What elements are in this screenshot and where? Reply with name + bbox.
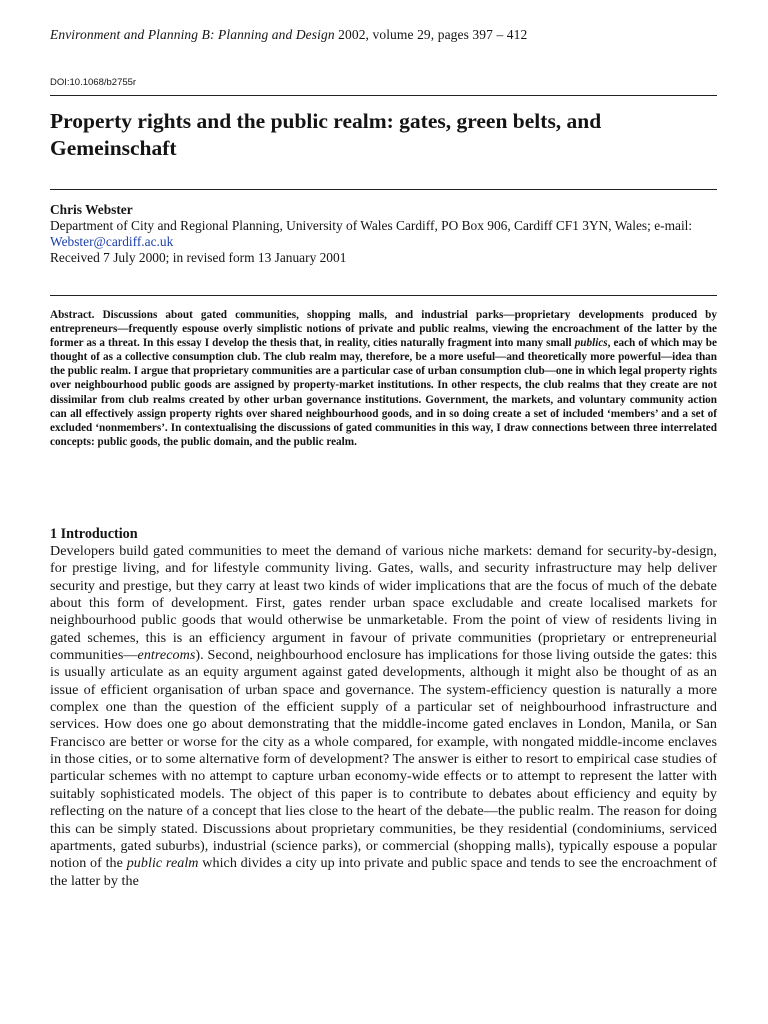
abstract: [50, 308, 717, 449]
header-divider: [50, 95, 717, 96]
article-title: Property rights and the public realm: gates, green belts, and Gemeinschaft: [50, 109, 602, 160]
introduction-paragraph: [50, 543, 717, 890]
author-name: Chris Webster: [50, 202, 133, 217]
journal-citation: [50, 27, 717, 43]
abstract-text-1: Discussions about gated communities, shopping malls, and industrial parks—proprietary developments produced by entrepreneurs—frequently espouse overly simplistic notions of private and public realms, viewing the encroachment of the latter by the former as a threat. In this essay I develop the thesis that, in reality, cities naturally fragment into many small: [50, 309, 717, 350]
intro-text-2: ). Second, neighbourhood enclosure has implications for those living outside the gates: this is usually articulate as an equity argument against gated developments, although it might also be thought of as an issue of efficient organisation of urban space and governance. The system-efficiency question is naturally a more complex one than the question of the efficient supply of a particular set of neighbourhood infrastructure and services. How does one go about demonstrating that the middle-income gated enclaves in London, Manila, or San Francisco are better or worse for the city as a whole compared, for example, with nongated middle-income enclaves in those cities, or to some alternative form of development? The answer is either to resort to empirical case studies of particular schemes with no attempt to capture urban economy-wide effects or to attempt to represent the latter with suitably sophisticated models. The object of this paper is to contribute to debates about efficiency and equity by reflecting on the nature of a concept that lies close to the heart of the debate—the public realm. The reason for doing this can be simply stated. Discussions about proprietary communities, be they residential (condominiums, serviced apartments, gated suburbs), industrial (science parks), or commercial (shopping malls), typically espouse a popular notion of the: [50, 647, 717, 872]
journal-details: 2002, volume 29, pages 397 – 412: [338, 27, 528, 42]
section-heading-introduction: 1 Introduction: [50, 526, 138, 542]
title-divider: [50, 189, 717, 190]
author-affiliation: [50, 218, 717, 250]
author-block: [50, 202, 717, 266]
abstract-text-2: , each of which may be thought of as a collective consumption club. The club realm may, therefore, be a more useful—and theoretically more powerful—idea than the public realm. I argue that proprietary communities are a particular case of urban consumption club—one in which legal property rights over neighbourhood public goods are assigned by property-market institutions. In other respects, the club realms that they create are not dissimilar from club realms created by other urban governance institutions. Government, the markets, and voluntary community action can all effectively assign property rights over shared neighbourhood goods, and in so doing create a set of included ‘members’ and a set of excluded ‘nonmembers’. In contextualising the discussions of gated communities in this way, I draw connections between three interrelated concepts: public goods, the public domain, and the public realm.: [50, 337, 717, 448]
intro-emphasis-public-realm: public realm: [126, 855, 199, 872]
intro-text-1: Developers build gated communities to meet the demand of various niche markets: demand for security-by-design, for prestige living, and for lifestyle community living. Gates, walls, and security infrastructure may help deliver security and prestige, but they carry at least two kinds of wider implications that are the focus of much of the debate about this form of development. First, gates render urban space excludable and create localised markets for neighbourhood public goods that would otherwise be unmarketable. From the point of view of residents living in gated schemes, this is an efficiency argument in favour of private communities (proprietary or entrepreneurial communities—: [50, 543, 717, 664]
abstract-label: Abstract.: [50, 309, 95, 321]
abstract-emphasis: publics: [574, 337, 608, 350]
author-divider: [50, 295, 717, 296]
journal-name: Environment and Planning B: Planning and Design: [50, 27, 335, 42]
received-dates: Received 7 July 2000; in revised form 13 January 2001: [50, 250, 347, 265]
affiliation-text: Department of City and Regional Planning, University of Wales Cardiff, PO Box 906, Cardiff CF1 3YN, Wales; e-mail:: [50, 218, 693, 233]
author-email-link[interactable]: Webster@cardiff.ac.uk: [50, 234, 174, 249]
intro-text-3: which divides a city up into private and public space and tends to see the encroachment of the latter by the: [50, 855, 717, 889]
intro-emphasis-entrecoms: entrecoms: [137, 647, 196, 664]
doi: DOI:10.1068/b2755r: [50, 77, 137, 88]
